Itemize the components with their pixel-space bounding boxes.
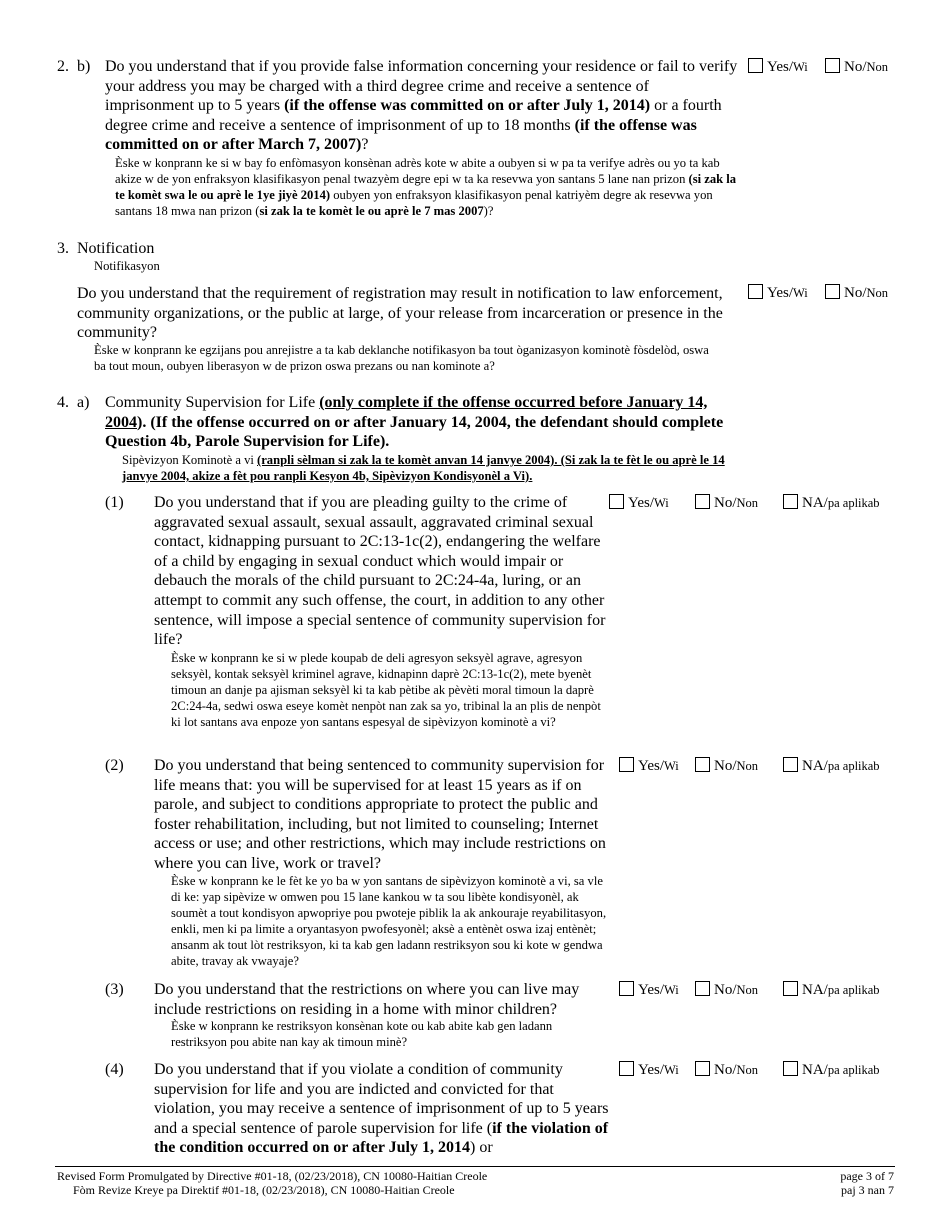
no-label-ht: Non bbox=[736, 759, 759, 773]
q2b-no-option[interactable] bbox=[825, 58, 888, 76]
q2b-ht-bold-1: (si zak la te komèt swa le ou aprè le 1ye jiyè 2014) bbox=[115, 172, 737, 202]
item-2-number: (2) bbox=[105, 757, 124, 774]
q2b-ht-bold-2: si zak la te komèt le ou aprè le 7 mas 2007 bbox=[259, 204, 484, 218]
na-label: NA/ bbox=[802, 982, 828, 998]
na-label-ht: pa aplikab bbox=[827, 759, 880, 773]
item-1-yes-option[interactable] bbox=[609, 494, 669, 512]
checkbox[interactable] bbox=[748, 58, 763, 73]
item-3-translation: Èske w konprann ke restriksyon konsènan kote ou kab abite kab gen ladann restriksyon pou abite nan kay ak timoun minè? bbox=[171, 1019, 553, 1049]
q4a-heading-underlined: (only complete if the offense occurred before January 14, 2004 bbox=[105, 394, 708, 431]
yes-label: Yes/ bbox=[638, 982, 664, 998]
no-label-ht: Non bbox=[736, 496, 759, 510]
q3-number: 3. bbox=[57, 240, 69, 257]
yes-label: Yes/ bbox=[628, 495, 654, 511]
q2b-bold-1: (if the offense was committed on or after July 1, 2014) bbox=[284, 97, 651, 115]
q4a-heading-ht-plain: Sipèvizyon Kominotè a vi bbox=[122, 453, 258, 467]
checkbox[interactable] bbox=[695, 757, 710, 772]
na-label-ht: pa aplikab bbox=[827, 1063, 880, 1077]
yes-label: Yes/ bbox=[767, 59, 793, 75]
item-3-yes-option[interactable] bbox=[619, 981, 679, 999]
q3-question: Do you understand that the requirement of registration may result in notification to law enforcement, community organizations, or the public at large, of your release from incarceration or presence in the community? bbox=[77, 285, 723, 342]
item-3-no-option[interactable] bbox=[695, 981, 758, 999]
checkbox[interactable] bbox=[695, 494, 710, 509]
no-label-ht: Non bbox=[736, 1063, 759, 1077]
item-2-question: Do you understand that being sentenced to community supervision for life means that: you will be supervised for at least 15 years as if on parole, and subject to conditions appropriate to protect the public and foster rehabilitation, including, but not limited to counseling; Internet access or use; and other restrictions, which may include restrictions on where you can live, work or travel? bbox=[154, 757, 606, 872]
q2b-bold-2: (if the offense was committed on or after March 7, 2007) bbox=[105, 116, 697, 154]
footer-left-en: Revised Form Promulgated by Directive #01-18, (02/23/2018), CN 10080-Haitian Creole bbox=[57, 1169, 488, 1183]
checkbox[interactable] bbox=[783, 1061, 798, 1076]
q3-yes-option[interactable] bbox=[748, 284, 808, 302]
na-label: NA/ bbox=[802, 1062, 828, 1078]
q2b-ht-text-3: )? bbox=[483, 204, 494, 218]
yes-label-ht: Wi bbox=[664, 1063, 679, 1077]
checkbox[interactable] bbox=[619, 1061, 634, 1076]
checkbox[interactable] bbox=[619, 757, 634, 772]
q2b-number: 2. bbox=[57, 58, 69, 75]
item-3-question: Do you understand that the restrictions on where you can live may include restrictions on residing in a home with minor children? bbox=[154, 981, 580, 1018]
q2b-translation bbox=[115, 155, 743, 219]
item-2-no-option[interactable] bbox=[695, 757, 758, 775]
q2b-text: Do you understand that if you provide false information concerning your residence or fail to verify your address you may be charged with a third degree crime and receive a sentence of imprisonment up to 5 years bbox=[105, 58, 738, 115]
q4a-heading-ht bbox=[122, 452, 737, 484]
yes-label: Yes/ bbox=[767, 285, 793, 301]
no-label: No/ bbox=[714, 495, 737, 511]
item-4-text: Do you understand that if you violate a condition of community supervision for life and you are indicted and convicted for that violation, you may receive a sentence of imprisonment of up to 5 years and a special sentence of parole supervision for life ( bbox=[154, 1061, 609, 1137]
checkbox[interactable] bbox=[619, 981, 634, 996]
yes-label-ht: Wi bbox=[664, 759, 679, 773]
no-label-ht: Non bbox=[866, 286, 889, 300]
q4a-letter: a) bbox=[77, 394, 90, 411]
footer-left-ht: Fòm Revize Kreye pa Direktif #01-18, (02/23/2018), CN 10080-Haitian Creole bbox=[73, 1183, 455, 1197]
yes-label-ht: Wi bbox=[664, 983, 679, 997]
item-4-bold: if the violation of the condition occurred on or after July 1, 2014 bbox=[154, 1119, 609, 1157]
yes-label-ht: Wi bbox=[654, 496, 669, 510]
no-label-ht: Non bbox=[866, 60, 889, 74]
item-3-na-option[interactable] bbox=[783, 981, 880, 999]
q4a-heading-plain: Community Supervision for Life bbox=[105, 394, 320, 411]
q3-title-ht: Notifikasyon bbox=[94, 259, 160, 273]
item-2-translation: Èske w konprann ke le fèt ke yo ba w yon santans de sipèvizyon kominotè a vi, sa vle di ke: yap sipèvize w omwen pou 15 lane kankou w ta sou libète kondisyonèl, ak soumèt a tout kondisyon apwopriye pou pwoteje piblik la ak ankouraje reyabilitasyon, enkli, men ki pa limite a oryantasyon pwofesyonèl; aksè a entènèt oswa izaj entènèt; ansanm ak tout lòt restriksyon, ki ta kab gen ladann restriksyon sou ki kote w gendwa abite, travay ak vwayaje? bbox=[171, 874, 607, 968]
q4a-heading bbox=[105, 393, 735, 452]
q3-no-option[interactable] bbox=[825, 284, 888, 302]
checkbox[interactable] bbox=[783, 981, 798, 996]
item-4-question bbox=[154, 1060, 616, 1158]
q3-title: Notification bbox=[77, 240, 155, 257]
item-4-text-2: ) or bbox=[469, 1139, 493, 1157]
item-4-yes-option[interactable] bbox=[619, 1061, 679, 1079]
item-1-number: (1) bbox=[105, 494, 124, 511]
checkbox[interactable] bbox=[695, 1061, 710, 1076]
q2b-question bbox=[105, 57, 740, 155]
item-1-no-option[interactable] bbox=[695, 494, 758, 512]
item-1-na-option[interactable] bbox=[783, 494, 880, 512]
na-label-ht: pa aplikab bbox=[827, 983, 880, 997]
yes-label-ht: Wi bbox=[793, 60, 808, 74]
no-label-ht: Non bbox=[736, 983, 759, 997]
q4a-heading-bold: ). (If the offense occurred on or after January 14, 2004, the defendant should complete Question 4b, Parole Supervision for Life). bbox=[105, 413, 724, 451]
q2b-text-3: ? bbox=[361, 136, 369, 154]
item-4-na-option[interactable] bbox=[783, 1061, 880, 1079]
no-label: No/ bbox=[844, 285, 867, 301]
checkbox[interactable] bbox=[695, 981, 710, 996]
q2b-ht-text: Èske w konprann ke si w bay fo enfòmasyon konsènan adrès kote w abite a oubyen si w pa ta verifye adrès ou yo ta kab akize w de yon enfraksyon klasifikasyon penal twazyèm degre epi w ta ka resevwa yon santans 5 lane nan prizon bbox=[115, 156, 720, 186]
checkbox[interactable] bbox=[609, 494, 624, 509]
yes-label-ht: Wi bbox=[793, 286, 808, 300]
no-label: No/ bbox=[714, 758, 737, 774]
checkbox[interactable] bbox=[783, 757, 798, 772]
no-label: No/ bbox=[714, 1062, 737, 1078]
checkbox[interactable] bbox=[783, 494, 798, 509]
item-2-yes-option[interactable] bbox=[619, 757, 679, 775]
q2b-yes-option[interactable] bbox=[748, 58, 808, 76]
item-1-question: Do you understand that if you are pleading guilty to the crime of aggravated sexual assault, sexual assault, aggravated criminal sexual contact, kidnapping pursuant to 2C:13-1c(2), endangering the welfare of a child by engaging in sexual conduct which would impair or debauch the morals of the child pursuant to 2C:24-4a, luring, or an attempt to commit any such offense, the court, in addition to any other sentence, will impose a special sentence of community supervision for life? bbox=[154, 494, 606, 649]
footer-page-ht: paj 3 nan 7 bbox=[841, 1183, 894, 1197]
item-2-na-option[interactable] bbox=[783, 757, 880, 775]
no-label: No/ bbox=[714, 982, 737, 998]
q4a-number: 4. bbox=[57, 394, 69, 411]
item-4-no-option[interactable] bbox=[695, 1061, 758, 1079]
item-3-number: (3) bbox=[105, 981, 124, 998]
q4a-heading-ht-bold: (ranpli sèlman si zak la te komèt anvan 14 janvye 2004). (Si zak la te fèt le ou aprè le 14 janvye 2004, akize a fèt pou ranpli Kesyon 4b, Sipèvizyon Kondisyonèl a Vi). bbox=[122, 453, 725, 483]
q2b-letter: b) bbox=[77, 58, 91, 75]
footer-page-en: page 3 of 7 bbox=[840, 1169, 894, 1183]
item-4-number: (4) bbox=[105, 1061, 124, 1078]
checkbox[interactable] bbox=[825, 58, 840, 73]
na-label: NA/ bbox=[802, 495, 828, 511]
yes-label: Yes/ bbox=[638, 1062, 664, 1078]
q2b-text-2: or a fourth degree crime and receive a sentence of imprisonment of up to 18 months bbox=[105, 97, 722, 134]
yes-label: Yes/ bbox=[638, 758, 664, 774]
item-1-translation: Èske w konprann ke si w plede koupab de deli agresyon seksyèl agrave, agresyon seksyèl, kontak seksyèl kriminel agrave, kidnapinn daprè 2C:13-1c(2), mete byenèt timoun an danje pa ajisman seksyèl ki ta kab pètibe ak pèvèti moral timoun la daprè 2C:24-4a, sedwi oswa eseye komèt nenpòt nan zak sa yo, tribinal la an plis de nenpòt ki lot santans ava enpoze yon santans espesyal de sipèvizyon kominotè a vi? bbox=[171, 651, 601, 729]
checkbox[interactable] bbox=[748, 284, 763, 299]
na-label: NA/ bbox=[802, 758, 828, 774]
q3-translation: Èske w konprann ke egzijans pou anrejistre a ta kab deklanche notifikasyon ba tout òganizasyon kominotè fòsdelòd, oswa ba tout moun, oubyen liberasyon w de prizon oswa prezans ou nan kominote a? bbox=[94, 343, 709, 373]
footer-divider bbox=[55, 1166, 895, 1167]
no-label: No/ bbox=[844, 59, 867, 75]
checkbox[interactable] bbox=[825, 284, 840, 299]
na-label-ht: pa aplikab bbox=[827, 496, 880, 510]
q2b-ht-text-2: oubyen yon enfraksyon klasifikasyon penal katriyèm degre ak resevwa yon santans 18 mwa nan prizon ( bbox=[115, 188, 713, 218]
